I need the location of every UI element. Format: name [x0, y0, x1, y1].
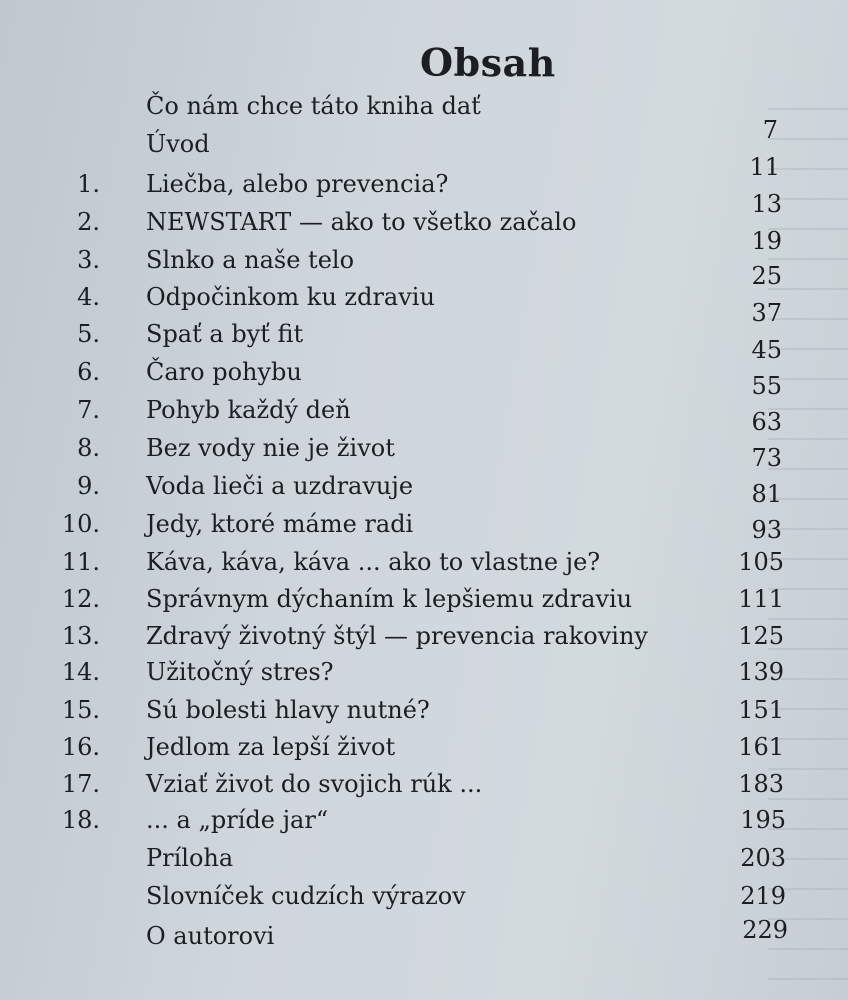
- toc-entry: [0, 585, 848, 621]
- chapter-title: Príloha: [146, 844, 234, 872]
- chapter-number: 4.: [77, 283, 100, 311]
- chapter-number: 1.: [77, 170, 100, 198]
- chapter-title: Slnko a naše telo: [146, 246, 355, 274]
- page-number: 229: [742, 916, 788, 944]
- page-number: 195: [740, 806, 786, 834]
- page-number: 93: [751, 516, 782, 544]
- chapter-title: ... a „príde jar“: [146, 806, 329, 834]
- page-number: 19: [751, 227, 782, 255]
- chapter-title: O autorovi: [146, 922, 275, 950]
- chapter-title: Voda lieči a uzdravuje: [146, 472, 414, 500]
- chapter-title: Správnym dýchaním k lepšiemu zdraviu: [146, 585, 633, 613]
- chapter-title: Slovníček cudzích výrazov: [146, 882, 466, 910]
- chapter-title: NEWSTART — ako to všetko začalo: [146, 208, 577, 236]
- chapter-title: Pohyb každý deň: [146, 396, 351, 424]
- page-number: 55: [751, 372, 782, 400]
- chapter-number: 8.: [77, 434, 100, 462]
- chapter-title: Užitočný stres?: [146, 658, 334, 686]
- page-number: 105: [738, 548, 784, 576]
- page-number: 45: [751, 336, 782, 364]
- page-title: Obsah: [419, 39, 556, 86]
- page-number: 125: [738, 622, 784, 650]
- chapter-title: Čaro pohybu: [146, 358, 302, 386]
- chapter-number: 17.: [61, 770, 100, 798]
- chapter-title: Sú bolesti hlavy nutné?: [146, 696, 430, 724]
- chapter-title: Čo nám chce táto kniha dať: [146, 92, 481, 120]
- chapter-number: 2.: [77, 208, 100, 236]
- chapter-number: 13.: [61, 622, 100, 650]
- page-number: 183: [738, 770, 784, 798]
- toc-entry: [0, 733, 848, 769]
- page-number: 161: [738, 733, 784, 761]
- page-number: 13: [751, 190, 782, 218]
- page-number: 81: [751, 480, 782, 508]
- page-number: 37: [751, 299, 782, 327]
- chapter-title: Jedy, ktoré máme radi: [146, 510, 414, 538]
- toc-entry: [0, 658, 848, 694]
- toc-entry: [0, 622, 848, 658]
- toc-entry: [0, 770, 848, 806]
- chapter-number: 11.: [61, 548, 100, 576]
- chapter-title: Bez vody nie je život: [146, 434, 395, 462]
- chapter-title: Vziať život do svojich rúk ...: [146, 770, 483, 798]
- chapter-number: 12.: [61, 585, 100, 613]
- chapter-number: 18.: [61, 806, 100, 834]
- page-number: 203: [740, 844, 786, 872]
- toc-entry: [0, 548, 848, 584]
- toc-entry: [0, 916, 848, 958]
- chapter-title: Úvod: [146, 130, 210, 158]
- chapter-title: Zdravý životný štýl — prevencia rakoviny: [146, 622, 648, 650]
- chapter-title: Liečba, alebo prevencia?: [146, 170, 449, 198]
- chapter-number: 9.: [77, 472, 100, 500]
- toc-entry: [0, 882, 848, 918]
- chapter-number: 5.: [77, 320, 100, 348]
- page-number: 7: [762, 116, 778, 144]
- chapter-number: 3.: [77, 246, 100, 274]
- chapter-number: 10.: [61, 510, 100, 538]
- page-number: 73: [751, 444, 782, 472]
- chapter-number: 7.: [77, 396, 100, 424]
- chapter-number: 15.: [61, 696, 100, 724]
- page-number: 219: [740, 882, 786, 910]
- chapter-number: 16.: [61, 733, 100, 761]
- page-number: 25: [751, 262, 782, 290]
- page-number: 151: [738, 696, 784, 724]
- toc-entry: [0, 844, 848, 880]
- page-number: 11: [749, 153, 780, 181]
- chapter-title: Jedlom za lepší život: [146, 733, 396, 761]
- page-number: 111: [738, 585, 784, 613]
- chapter-title: Spať a byť fit: [146, 320, 304, 348]
- chapter-title: Odpočinkom ku zdraviu: [146, 283, 435, 311]
- toc-entry: [0, 806, 848, 842]
- chapter-number: 14.: [61, 658, 100, 686]
- toc-entry-page: [0, 516, 848, 552]
- chapter-title: Káva, káva, káva ... ako to vlastne je?: [146, 548, 601, 576]
- page-number: 63: [751, 408, 782, 436]
- chapter-number: 6.: [77, 358, 100, 386]
- toc-entry: [0, 696, 848, 732]
- page-number: 139: [738, 658, 784, 686]
